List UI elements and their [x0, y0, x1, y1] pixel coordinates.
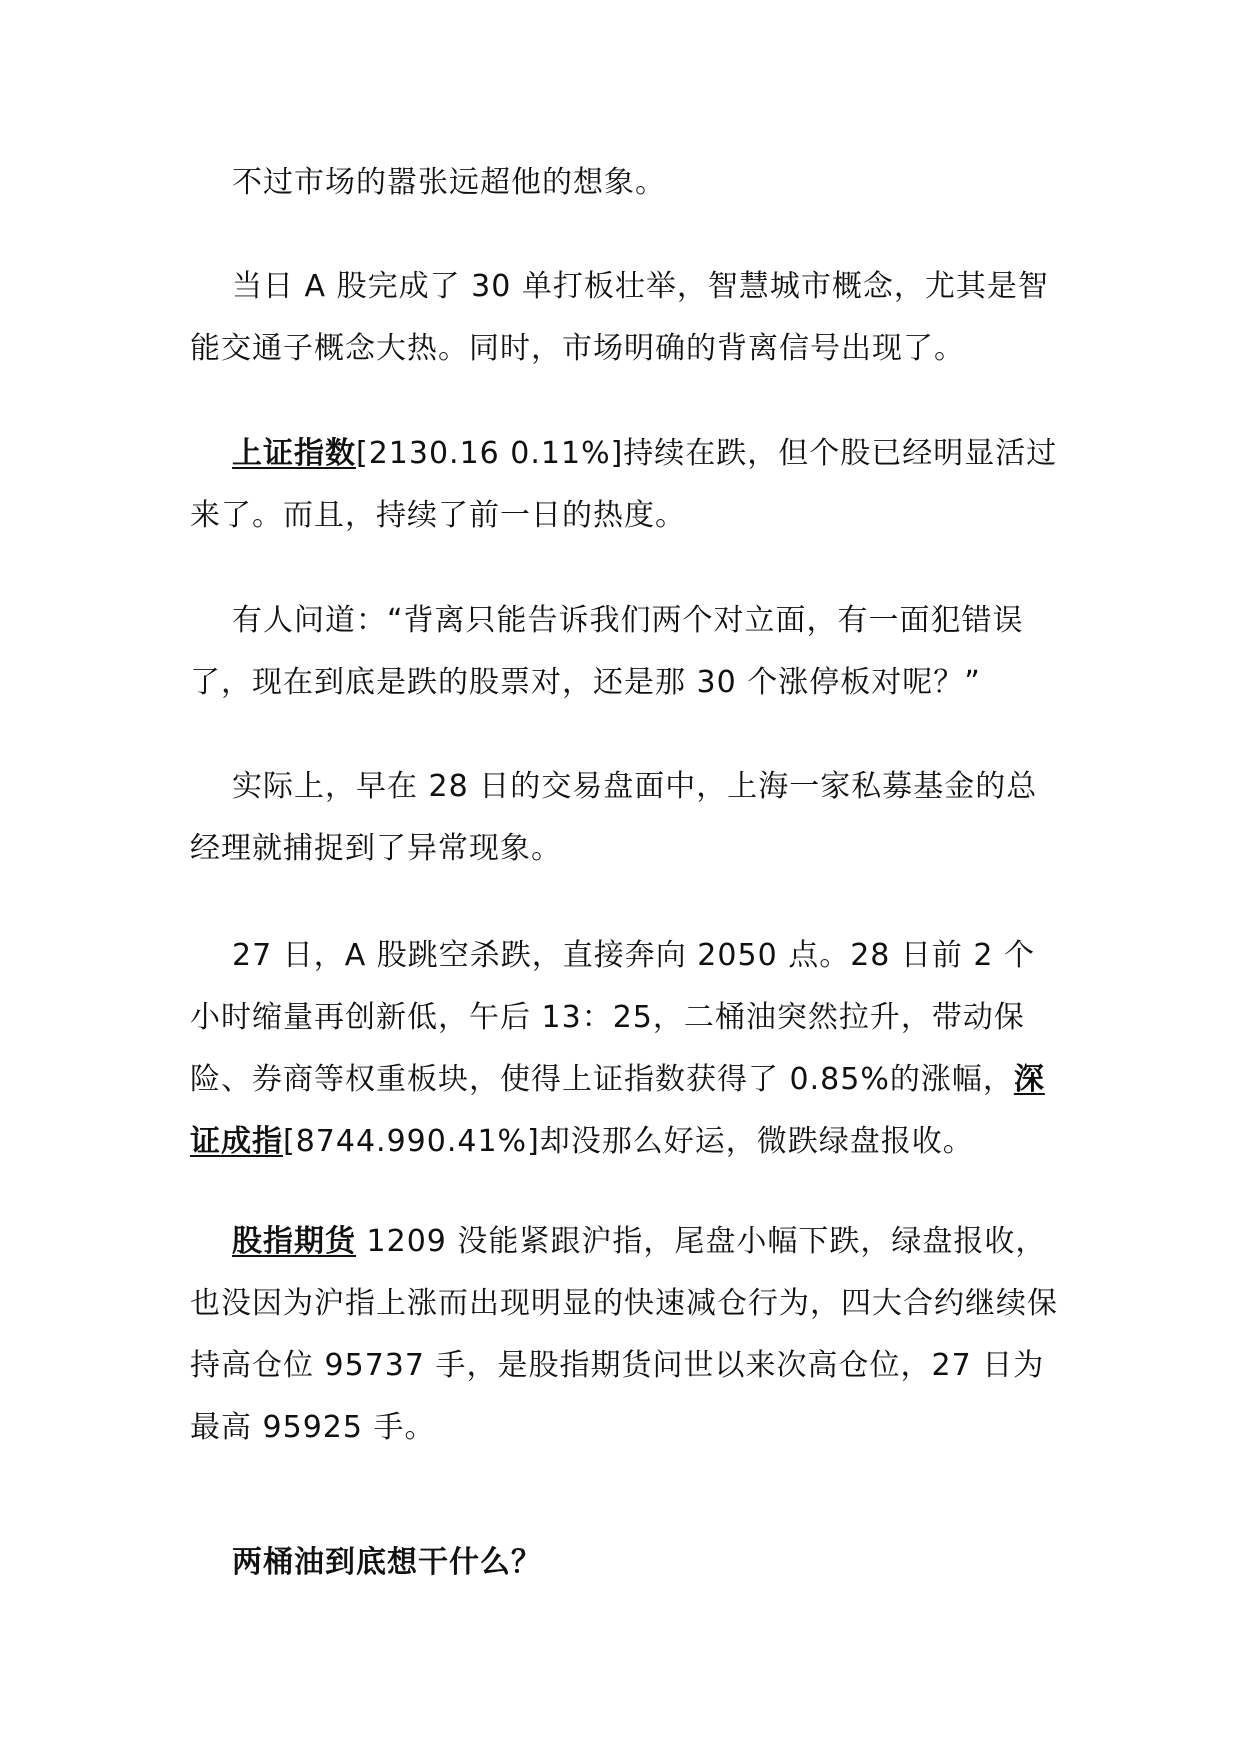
paragraph-6-text: 27 日，A 股跳空杀跌，直接奔向 2050 点。28 日前 2 个小时缩量再创新低，午后 13：25，二桶油突然拉升，带动保险、券商等权重板块，使得上证指数获得了 0.85%的涨幅，: [190, 938, 1036, 1097]
paragraph-6: [190, 925, 1060, 1173]
paragraph-3: [190, 423, 1060, 547]
paragraph-2: [190, 256, 1060, 380]
paragraph-4-text: 有人问道：“背离只能告诉我们两个对立面，有一面犯错误了，现在到底是跌的股票对，还是那 30 个涨停板对呢？”: [190, 603, 1024, 700]
paragraph-2-text: 当日 A 股完成了 30 单打板壮举，智慧城市概念，尤其是智能交通子概念大热。同时，市场明确的背离信号出现了。: [190, 269, 1049, 366]
paragraph-7-text: 1209 没能紧跟沪指，尾盘小幅下跌，绿盘报收，也没因为沪指上涨而出现明显的快速减仓行为，四大合约继续保持高仓位 95737 手，是股指期货问世以来次高仓位，27 日为最高 95925 手。: [190, 1224, 1058, 1445]
section-heading: [190, 1532, 1060, 1594]
paragraph-6-rest: [8744.990.41%]却没那么好运，微跌绿盘报收。: [283, 1124, 974, 1159]
paragraph-1-text: 不过市场的嚣张远超他的想象。: [232, 165, 666, 200]
paragraph-5: [190, 756, 1060, 880]
shanghai-index-link[interactable]: 上证指数: [232, 436, 356, 471]
stock-index-futures-link[interactable]: 股指期货: [232, 1224, 356, 1259]
paragraph-5-text: 实际上，早在 28 日的交易盘面中，上海一家私募基金的总经理就捕捉到了异常现象。: [190, 769, 1038, 866]
section-heading-text: 两桶油到底想干什么？: [232, 1545, 542, 1580]
paragraph-4: [190, 590, 1060, 714]
shenzhen-index-link[interactable]: 深证成指: [190, 1062, 1045, 1159]
paragraph-7: [190, 1211, 1060, 1459]
paragraph-1: [190, 152, 1060, 214]
paragraph-3-text: [2130.16 0.11%]持续在跌，但个股已经明显活过来了。而且，持续了前一日的热度。: [190, 436, 1058, 533]
